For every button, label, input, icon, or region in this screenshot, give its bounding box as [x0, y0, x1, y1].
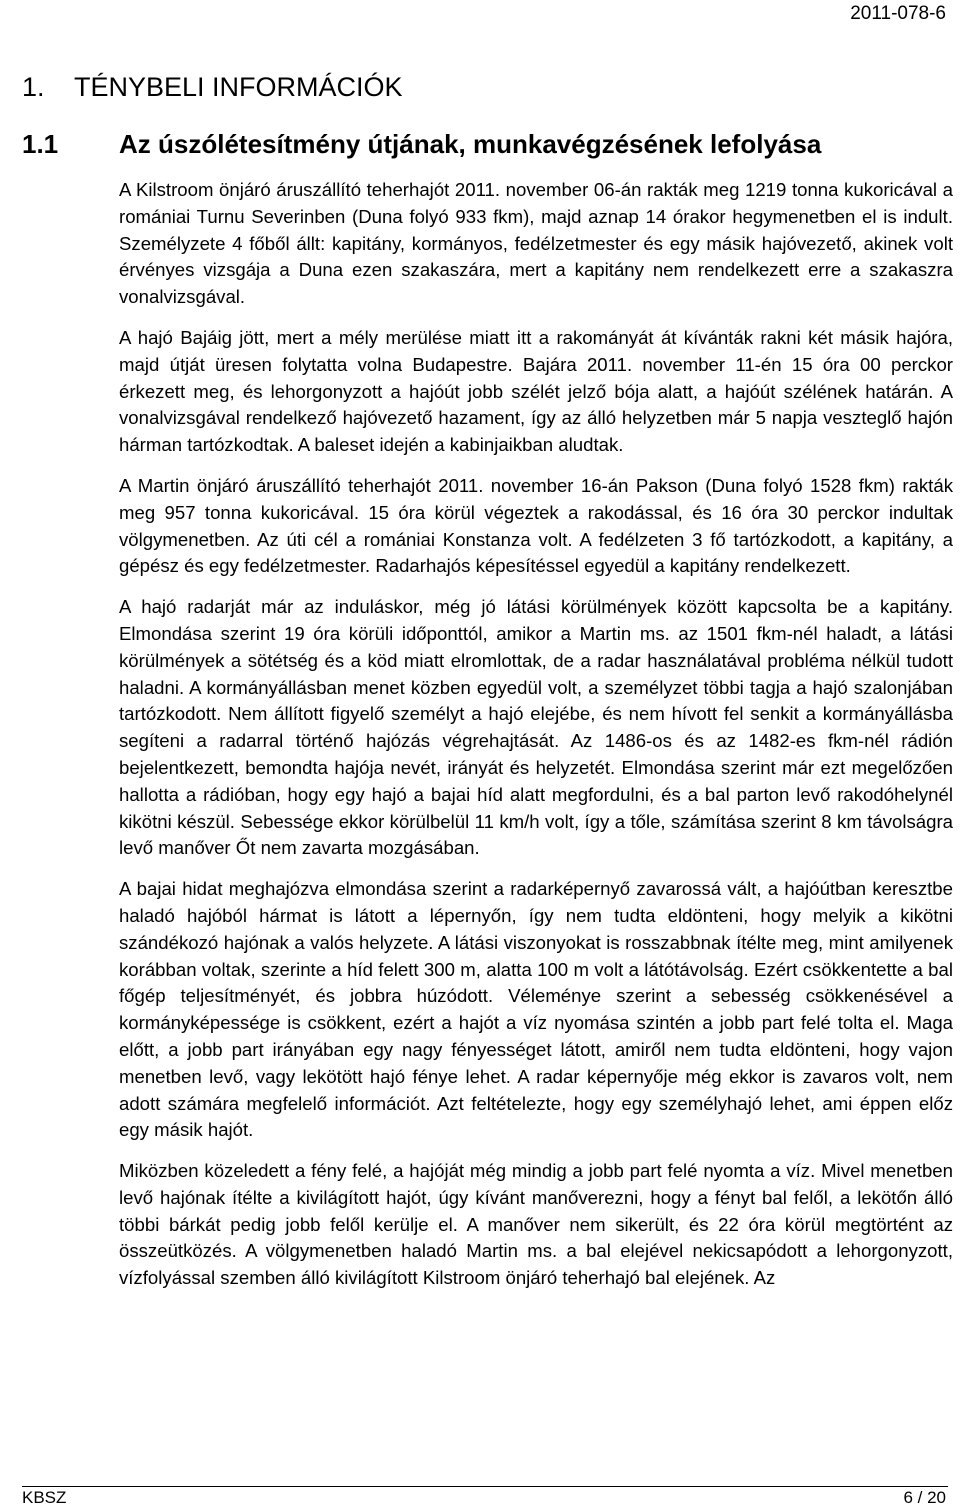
body-text — [119, 177, 953, 1306]
subsection-number: 1.1 — [22, 129, 59, 159]
subsection-title: Az úszólétesítmény útjának, munkavégzésének lefolyása — [119, 129, 822, 159]
paragraph-4: A hajó radarját már az induláskor, még jó látási körülmények között kapcsolta be a kapitány. Elmondása szerint 19 óra körüli időponttól, amikor a Martin ms. az 1501 fkm-nél haladt, a látási körülmények a sötétség és a köd miatt elromlottak, de a radar használatával probléma nélkül tudott haladni. A kormányállásban menet közben egyedül volt, a személyzet többi tagja a hajó szalonjában tartózkodott. Nem állított figyelő személyt a hajó elejébe, és nem hívott fel senkit a kormányállásba segíteni a radarral történő hajózás végrehajtását. Az 1486-os és az 1482-es fkm-nél rádión bejelentkezett, bemondta hajója nevét, irányát és helyzetét. Elmondása szerint már ezt megelőzően hallotta a rádióban, hogy egy hajó a bajai híd alatt megfordulni, és a bal parton levő rakodóhelynél kikötni készül. Sebessége ekkor körülbelül 11 km/h volt, így a tőle, számítása szerint 8 km távolságra levő manőver Őt nem zavarta mozgásában. — [119, 596, 953, 859]
subsection-heading — [22, 127, 821, 161]
footer-divider — [22, 1486, 948, 1487]
paragraph-1: A Kilstroom önjáró áruszállító teherhajót 2011. november 06-án rakták meg 1219 tonna kukoricával a romániai Turnu Severinben (Duna folyó 933 fkm), majd aznap 14 órakor hegymenetben el is indult. Személyzete 4 főből állt: kapitány, kormányos, fedélzetmester és egy másik hajóvezető, akinek volt érvényes vizsgája a Duna ezen szakaszára, mert a kapitány nem rendelkezett erre a szakaszra vonalvizsgával. — [119, 179, 953, 308]
paragraph-2: A hajó Bajáig jött, mert a mély merülése miatt itt a rakományát át kívánták rakni két másik hajóra, majd útját üresen folytatta volna Budapestre. Bajára 2011. november 11-én 15 óra 00 perckor érkezett meg, és lehorgonyzott a hajóút jobb szélét jelző bója alatt, a hajóút szélének határán. A vonalvizsgával rendelkező hajóvezető hazament, így az álló helyzetben már 5 napja veszteglő hajón hárman tartózkodtak. A baleset idején a kabinjaikban aludtak. — [119, 326, 953, 456]
paragraph-6: Miközben közeledett a fény felé, a hajóját még mindig a jobb part felé nyomta a víz. Mivel menetben levő hajónak ítélte a kivilágított hajót, úgy kívánt manőverezni, hogy a fényt bal felől, a lekötőn álló többi bárkát pedig jobb felől kerülje el. A manőver nem sikerült, és 22 óra körül megtörtént az összeütközés. A völgymenetben haladó Martin ms. a bal elejével nekicsapódott a lehorgonyzott, vízfolyással szemben álló kivilágított Kilstroom önjáró teherhajó bal elejének. Az — [119, 1160, 953, 1289]
page-number: 6 / 20 — [903, 1488, 946, 1507]
footer-organization: KBSZ — [22, 1488, 67, 1507]
section-title: TÉNYBELI INFORMÁCIÓK — [74, 72, 403, 102]
section-heading — [22, 70, 403, 104]
paragraph-3: A Martin önjáró áruszállító teherhajót 2011. november 16-án Pakson (Duna folyó 1528 fkm) rakták meg 957 tonna kukoricával. 15 óra körül végeztek a rakodással, és 16 óra 30 perckor indultak völgymenetben. Az úti cél a romániai Konstanza volt. A fedélzeten 3 fő tartózkodott, a kapitány, a gépész és egy fedélzetmester. Radarhajós képesítéssel egyedül a kapitány rendelkezett. — [119, 474, 953, 577]
section-number: 1. — [22, 72, 45, 102]
document-id: 2011-078-6 — [850, 3, 946, 24]
paragraph-5: A bajai hidat meghajózva elmondása szerint a radarképernyő zavarossá vált, a hajóútban keresztbe haladó hajóból hármat is látott a lépernyőn, így nem tudta eldönteni, hogy melyik a kikötni szándékozó hajónak a valós helyzete. A látási viszonyokat is rosszabbnak ítélte meg, mint amilyenek korábban voltak, szerinte a híd felett 300 m, alatta 100 m volt a látótávolság. Ezért csökkentette a bal főgép teljesítményét, és jobbra húzódott. Véleménye szerint a sebesség csökkenésével a kormányképessége is csökkent, ezért a hajót a víz nyomása szintén a jobb part felé tolta el. Maga előtt, a jobb part irányában egy nagy fényességet látott, amiről nem tudta eldönteni, hogy vajon menetben levő, vagy lekötött hajó fénye lehet. A radar képernyője még ekkor is zavaros volt, nem adott számára megfelelő információt. Azt feltételezte, hogy egy személyhajó lehet, ami éppen előz egy másik hajót. — [119, 878, 953, 1141]
